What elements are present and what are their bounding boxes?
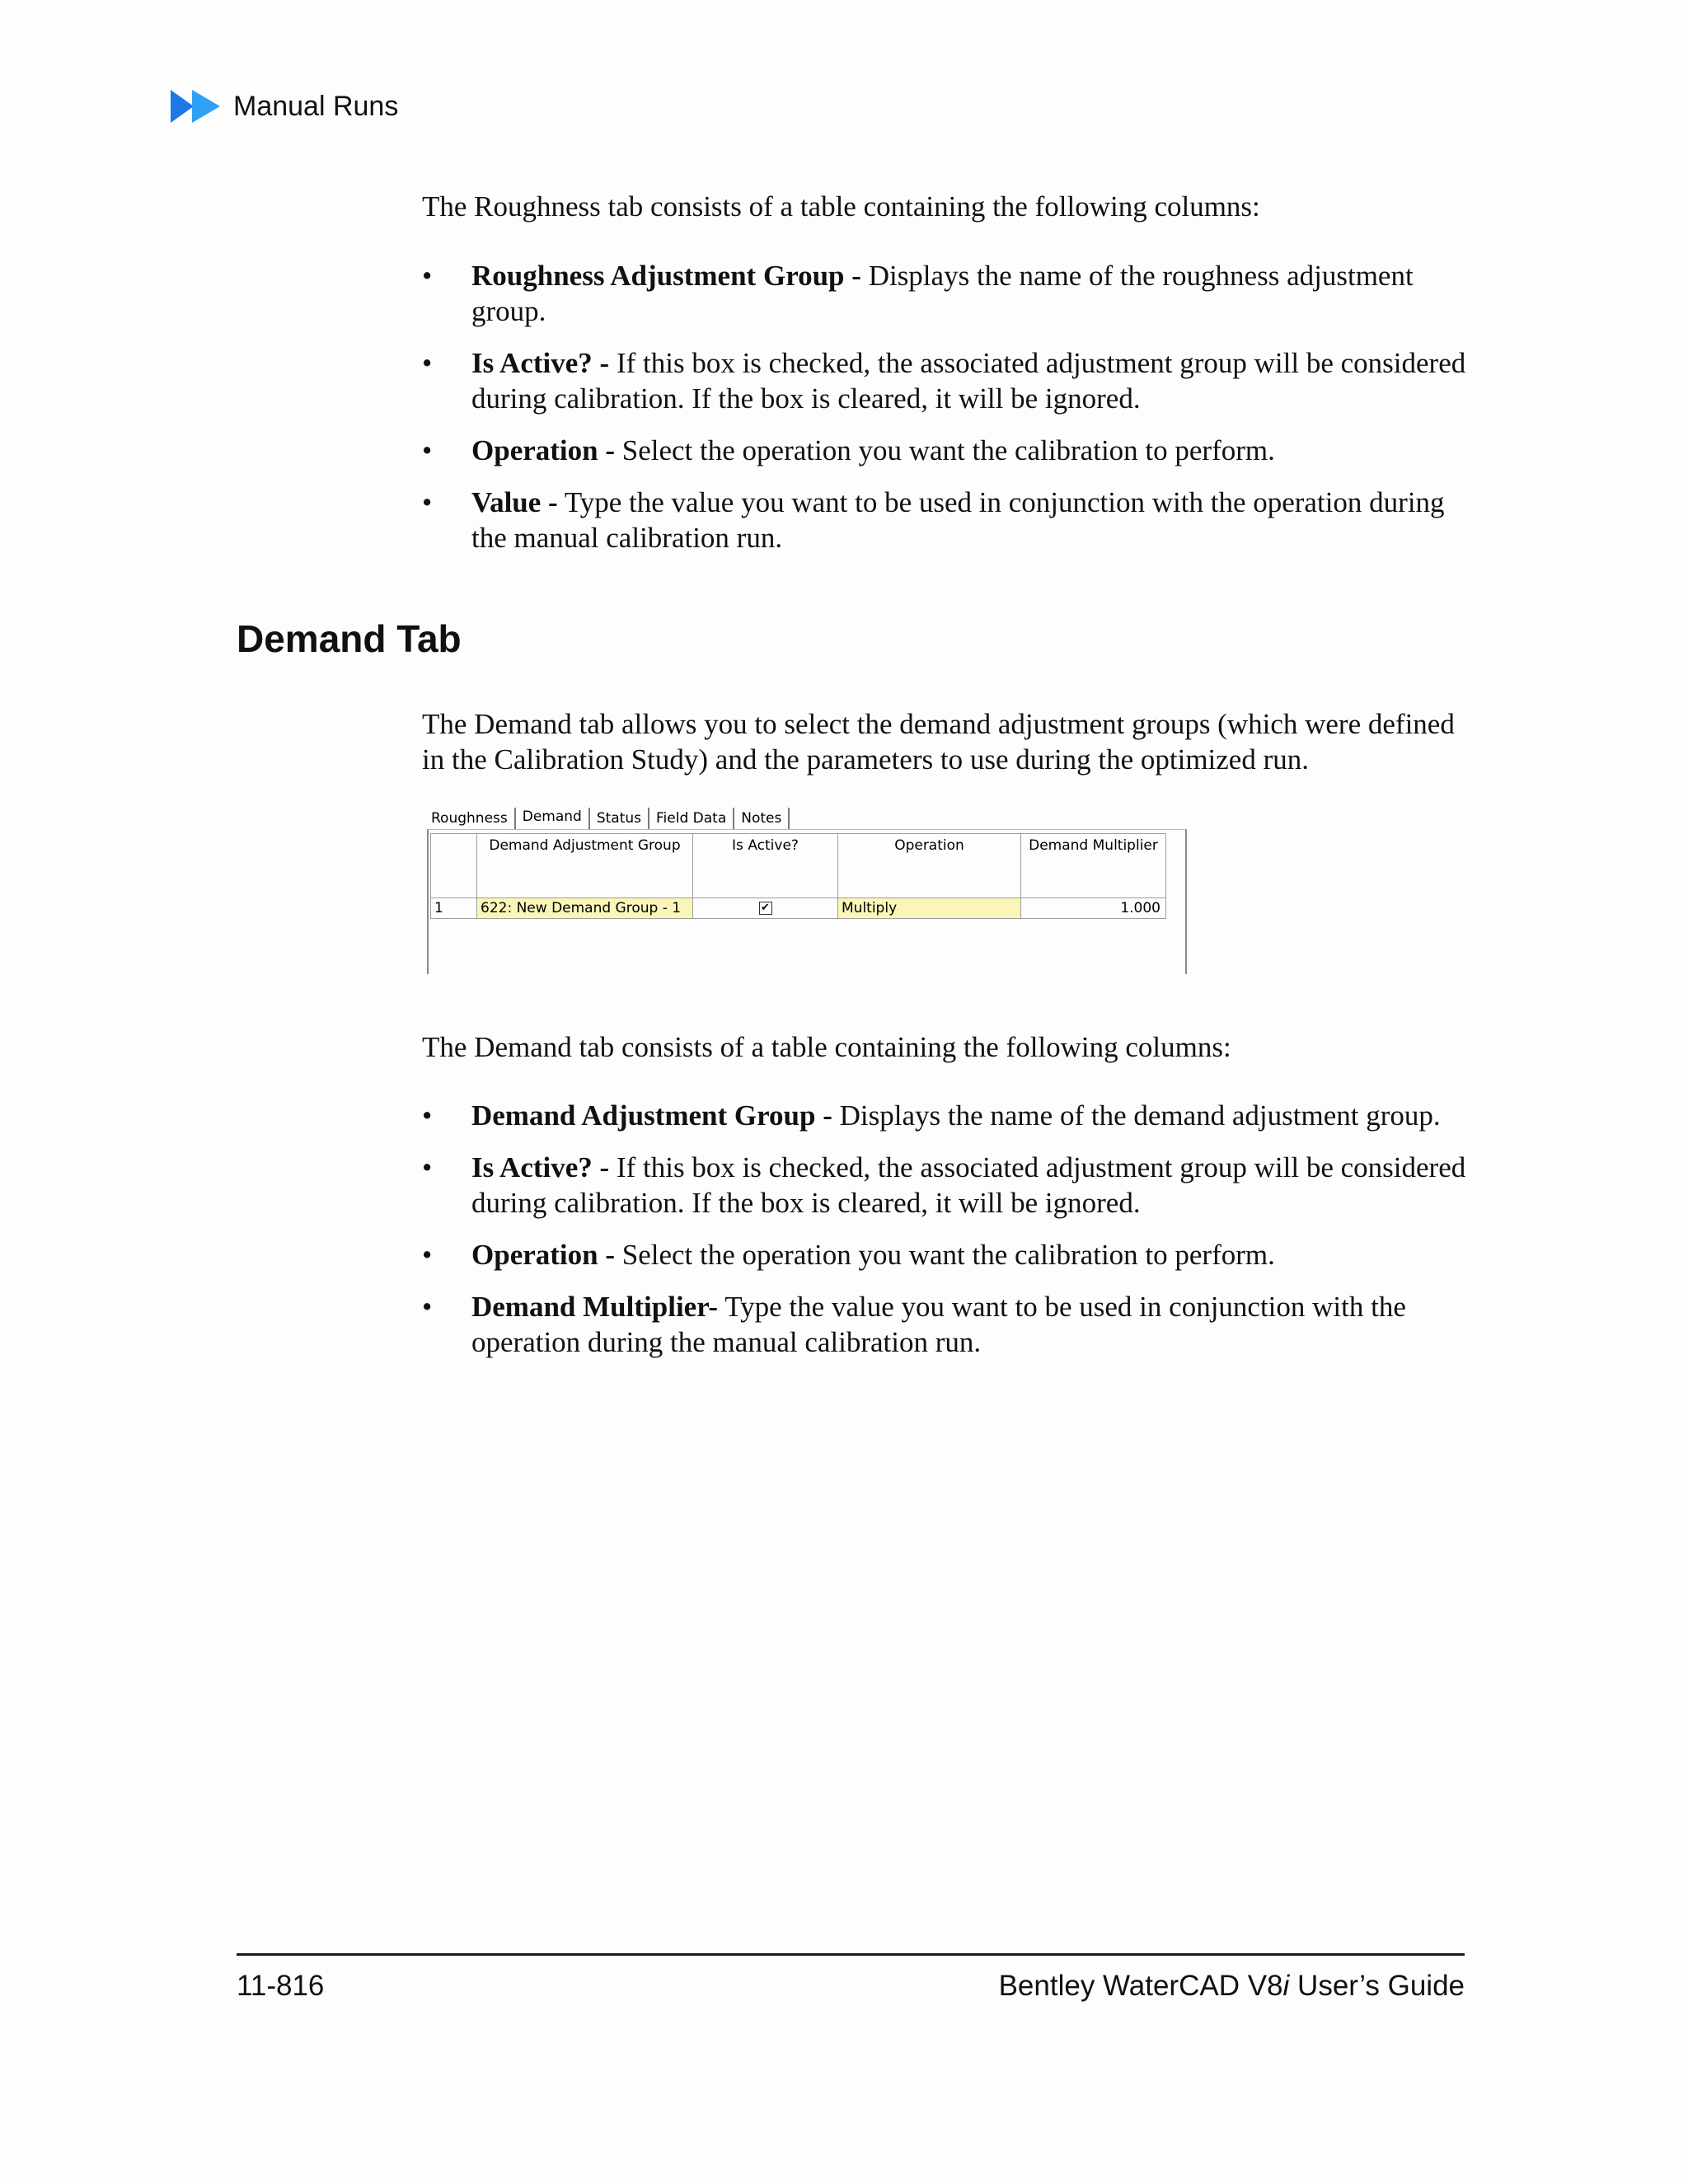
term: Demand Adjustment Group - xyxy=(471,1099,832,1132)
footer-rule xyxy=(237,1953,1465,1956)
roughness-columns-list xyxy=(422,258,1485,572)
list-item xyxy=(422,1150,1485,1221)
bullet: • xyxy=(422,1099,433,1132)
description: Type the value you want to be used in conjunction with the operation during the manual calibration run. xyxy=(471,1291,1406,1358)
running-header xyxy=(169,87,398,126)
bullet: • xyxy=(422,1291,433,1323)
double-arrow-icon xyxy=(169,88,222,124)
list-item xyxy=(422,485,1485,555)
is-active-checkbox[interactable]: ✔ xyxy=(759,902,772,915)
bullet: • xyxy=(422,486,433,518)
demand-columns-list xyxy=(422,1098,1485,1376)
term: Operation - xyxy=(471,434,616,466)
column-header-group[interactable]: Demand Adjustment Group xyxy=(477,834,693,898)
row-index[interactable]: 1 xyxy=(431,898,477,919)
list-item xyxy=(422,345,1485,416)
is-active-cell[interactable] xyxy=(693,898,838,919)
description: If this box is checked, the associated adjustment group will be considered during calibration. If the box is cleared, it will be ignored. xyxy=(471,347,1466,415)
tab-strip xyxy=(424,804,790,829)
term: Operation - xyxy=(471,1239,616,1271)
list-item xyxy=(422,1237,1485,1272)
running-header-title: Manual Runs xyxy=(233,90,399,122)
bullet: • xyxy=(422,260,433,292)
term: Value - xyxy=(471,486,558,518)
list-item xyxy=(422,258,1485,329)
grid-area xyxy=(427,829,1187,974)
description: Displays the name of the demand adjustment group. xyxy=(832,1099,1441,1132)
guide-title-main: Bentley WaterCAD V8 xyxy=(998,1970,1283,2002)
demand-intro-2: The Demand tab consists of a table containing the following columns: xyxy=(422,1031,1231,1063)
multiplier-cell[interactable]: 1.000 xyxy=(1021,898,1166,919)
section-heading: Demand Tab xyxy=(237,617,462,660)
guide-title xyxy=(999,1970,1465,2003)
roughness-intro: The Roughness tab consists of a table containing the following columns: xyxy=(422,190,1260,223)
tab-field-data[interactable]: Field Data xyxy=(649,808,734,829)
column-header-is-active[interactable]: Is Active? xyxy=(693,834,838,898)
bullet: • xyxy=(422,1151,433,1183)
guide-title-italic: i xyxy=(1282,1970,1290,2002)
demand-grid-screenshot xyxy=(424,799,1187,1001)
bullet: • xyxy=(422,1239,433,1271)
guide-title-suffix: User’s Guide xyxy=(1289,1970,1465,2002)
row-header-corner xyxy=(431,834,477,898)
tab-demand[interactable]: Demand xyxy=(516,804,588,829)
description: Type the value you want to be used in conjunction with the operation during the manual calibration run. xyxy=(471,486,1445,554)
demand-table xyxy=(430,833,1166,919)
table-header-row xyxy=(431,834,1166,898)
table-row xyxy=(431,898,1166,919)
group-cell[interactable]: 622: New Demand Group - 1 xyxy=(477,898,693,919)
bullet: • xyxy=(422,347,433,379)
tab-status[interactable]: Status xyxy=(588,808,649,829)
column-header-operation[interactable]: Operation xyxy=(838,834,1021,898)
bullet: • xyxy=(422,434,433,466)
term: Is Active? - xyxy=(471,1151,610,1183)
term: Roughness Adjustment Group - xyxy=(471,260,861,292)
demand-intro: The Demand tab allows you to select the demand adjustment groups (which were defined in the Calibration Study) and the parameters to use during the optimized run. xyxy=(422,708,1455,776)
description: Displays the name of the roughness adjustment group. xyxy=(471,260,1414,327)
description: Select the operation you want the calibration to perform. xyxy=(615,434,1275,466)
list-item xyxy=(422,1098,1485,1133)
tab-notes[interactable]: Notes xyxy=(734,808,790,829)
list-item xyxy=(422,433,1485,468)
column-header-multiplier[interactable]: Demand Multiplier xyxy=(1021,834,1166,898)
page-number: 11-816 xyxy=(237,1970,325,2002)
description: Select the operation you want the calibration to perform. xyxy=(615,1239,1275,1271)
operation-cell[interactable]: Multiply xyxy=(838,898,1021,919)
term: Demand Multiplier- xyxy=(471,1291,719,1323)
tab-roughness[interactable]: Roughness xyxy=(424,808,516,829)
term: Is Active? - xyxy=(471,347,610,379)
description: If this box is checked, the associated adjustment group will be considered during calibration. If the box is cleared, it will be ignored. xyxy=(471,1151,1466,1219)
list-item xyxy=(422,1289,1485,1360)
